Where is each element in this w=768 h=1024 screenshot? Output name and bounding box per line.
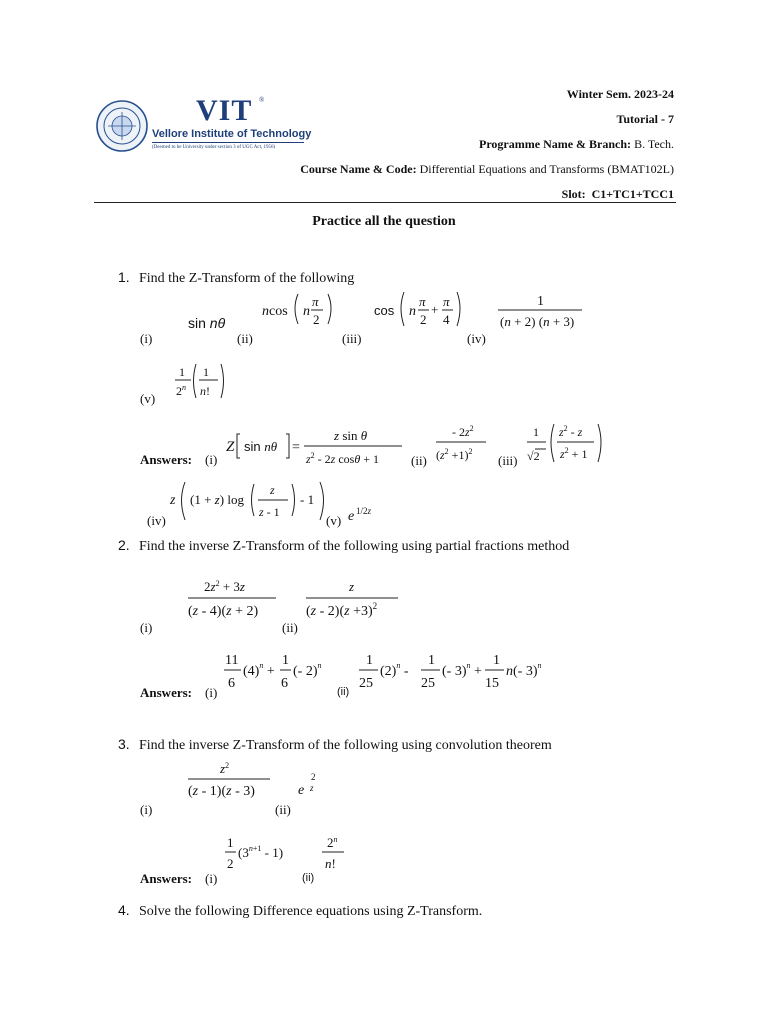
q1-expressions: [180, 286, 600, 336]
svg-text:15: 15: [485, 676, 499, 691]
svg-text:z2 - 2z cosθ + 1: $z^2 - 2z$ cosθ + 1: [306, 451, 380, 466]
svg-text:z - 1: z - 1: [259, 505, 280, 519]
svg-text:2: 2: [227, 856, 234, 871]
logo-title: VIT: [196, 94, 253, 127]
svg-text:z sin θ: z sin θ: [334, 428, 368, 443]
svg-text:6: 6: [281, 676, 288, 691]
q1-ans-iv-expr: [169, 482, 324, 520]
svg-text:π: π: [312, 294, 319, 309]
svg-text:25: 25: [359, 676, 373, 691]
logo-registered-mark: ®: [259, 96, 265, 104]
programme-label: Programme Name & Branch:: [478, 137, 632, 151]
svg-text:1: 1: [428, 653, 435, 668]
svg-text:1: 1: [282, 653, 289, 668]
svg-text:1: 1: [227, 835, 234, 850]
svg-text:1: 1: [533, 425, 539, 439]
svg-text:n: n: [303, 304, 310, 319]
question-text: Find the inverse Z-Transform of the following using partial fractions method: [138, 539, 570, 554]
q1-ans-v-expr: [348, 506, 372, 524]
svg-text:1: 1: [203, 365, 209, 379]
q1-ans-label-i: (i): [205, 452, 218, 467]
q2-ans-ii-expr: [359, 653, 542, 691]
svg-text:1: 1: [179, 365, 185, 379]
q2-ii-expr: [306, 579, 398, 619]
svg-text:e: e: [298, 783, 305, 798]
q3-ans-i-expr: [225, 835, 283, 871]
q1-i-expr: sin nθ: [188, 315, 226, 331]
svg-text:(z - 4)(z + 2): (z - 4)(z + 2): [188, 604, 259, 619]
svg-text:cos: cos: [374, 303, 395, 318]
svg-text:2z2 + 3z: $2z^2 + 3z$: [204, 579, 245, 594]
question-number: 3.: [118, 736, 130, 752]
q1-label-i: (i): [140, 331, 153, 346]
svg-text:2: 2: [313, 312, 320, 327]
q2-label-ii: (ii): [282, 620, 298, 635]
q2-ans-label-i: (i): [205, 685, 218, 700]
svg-text:4: 4: [443, 312, 450, 327]
svg-text:(- 2)n: (- 2)$^n$: [293, 661, 322, 679]
q3-answers: [222, 832, 362, 878]
q1-answers-row2: [166, 478, 396, 526]
q1-label-iv: (iv): [467, 331, 486, 346]
q1-ans-label-v: (v): [326, 513, 342, 528]
svg-text:(2)n -: $(2)^n$ -: [380, 661, 409, 679]
svg-text:+: +: [431, 302, 439, 317]
slot-label: Slot:: [561, 187, 586, 201]
svg-text:- 1: - 1: [300, 492, 315, 507]
svg-text:z2 + 1: $z^2 + 1$: [560, 446, 588, 461]
svg-text:n(- 3)n: n(- 3)$^n$: [506, 661, 542, 679]
slot-value: C1+TC1+TCC1: [591, 187, 674, 201]
q1-ans-i-expr: [226, 428, 402, 466]
svg-text:1: 1: [537, 294, 544, 309]
svg-text:1: 1: [493, 653, 500, 668]
svg-text:e: e: [348, 509, 355, 524]
programme-value: B. Tech.: [634, 137, 674, 151]
svg-text:z2 - z: $z^2$ - z: [559, 424, 583, 439]
q3-i-expr: [188, 761, 270, 799]
svg-text:z: z: [349, 579, 355, 594]
svg-text:- 2z2: - $2z^2$: [452, 424, 474, 439]
header-divider: [94, 202, 676, 203]
svg-text:ncos: ncos: [262, 304, 288, 319]
svg-text:1/2z: 1/2z: [356, 506, 372, 516]
q1-ans-label-ii: (ii): [411, 453, 427, 468]
svg-text:n!: n!: [200, 384, 210, 398]
tutorial-number: Tutorial - 7: [616, 112, 674, 126]
svg-text:(4)n +: $(4)^n$ +: [243, 661, 275, 679]
svg-text:=: =: [292, 440, 300, 455]
svg-text:π: π: [419, 294, 426, 309]
q2-i-expr: [188, 579, 276, 619]
q1-label-ii: (ii): [237, 331, 253, 346]
q1-ans-label-iii: (iii): [498, 453, 518, 468]
q1-label-iii: (iii): [342, 331, 362, 346]
semester: Winter Sem. 2023-24: [566, 87, 674, 101]
svg-text:π: π: [443, 294, 450, 309]
q2-label-i: (i): [140, 620, 153, 635]
svg-text:1: 1: [366, 653, 373, 668]
q1-ans-ii-expr: [436, 424, 486, 462]
svg-text:(z - 1)(z - 3): (z - 1)(z - 3): [188, 784, 255, 799]
svg-text:25: 25: [421, 676, 435, 691]
q3-ans-ii-expr: [322, 835, 344, 871]
q1-answers-label: Answers:: [140, 452, 192, 467]
question-text: Find the inverse Z-Transform of the following using convolution theorem: [138, 738, 552, 753]
question-4: [118, 902, 482, 920]
q3-expressions: [180, 756, 340, 802]
q1-ii-expr: [262, 294, 331, 327]
svg-text:n!: n!: [325, 856, 336, 871]
svg-text:11: 11: [225, 653, 239, 668]
q2-expressions: [180, 572, 420, 622]
question-text: Find the Z-Transform of the following: [138, 271, 355, 286]
question-number: 4.: [118, 902, 130, 918]
programme-line: [479, 137, 674, 152]
q3-ii-expr: [298, 772, 316, 798]
svg-text:(z2 +1)2: $(z^2 +1)^2$: [436, 447, 473, 462]
page-title: Practice all the question: [312, 214, 456, 229]
q3-label-ii: (ii): [275, 802, 291, 817]
question-3: [118, 736, 552, 754]
q2-ans-label-ii: (ii): [337, 686, 350, 698]
question-2: [118, 537, 569, 555]
q1-label-v: (v): [140, 391, 156, 406]
question-text: Solve the following Difference equations using Z-Transform.: [138, 904, 483, 919]
q3-label-i: (i): [140, 802, 153, 817]
svg-text:sin nθ: sin nθ: [244, 439, 278, 454]
q3-ans-label-ii: (ii): [302, 872, 315, 884]
q1-v-expr: [172, 362, 232, 404]
q3-answers-label: Answers:: [140, 871, 192, 886]
q1-ans-label-iv: (iv): [147, 513, 166, 528]
svg-text:n: n: [409, 304, 416, 319]
logo-subtitle: (Deemed to be University under section 3 of UGC Act, 1956): [152, 145, 276, 150]
logo-underline: [152, 142, 304, 143]
vit-logo: [96, 96, 311, 156]
q1-iii-expr: [374, 292, 460, 327]
question-number: 2.: [118, 537, 130, 553]
question-1: [118, 269, 354, 287]
svg-text:2: 2: [420, 312, 427, 327]
slot-line: [562, 187, 674, 202]
q2-answers: [222, 648, 552, 694]
svg-text:2n: 2$^n$: [176, 383, 186, 398]
svg-text:(1 + z) log: (1 + z) log: [190, 492, 244, 507]
svg-text:(n + 2) (n + 3): (n + 2) (n + 3): [500, 314, 575, 329]
course-value: Differential Equations and Transforms (BMAT102L): [419, 162, 674, 176]
q1-ans-iii-expr: [527, 424, 601, 463]
q1-iv-expr: [498, 294, 582, 329]
svg-text:(3n+1 - 1): $(3^{n+1} - 1)$: [238, 844, 284, 860]
logo-name: Vellore Institute of Technology: [152, 128, 312, 140]
course-label: Course Name & Code:: [300, 162, 417, 176]
svg-text:2: 2: [311, 772, 316, 782]
svg-text:z: z: [270, 483, 275, 497]
q2-ans-i-expr: [224, 653, 322, 691]
svg-text:z2: $z^2$: [220, 761, 230, 776]
svg-text:z: z: [170, 493, 176, 508]
svg-text:6: 6: [228, 676, 235, 691]
q2-answers-label: Answers:: [140, 685, 192, 700]
question-number: 1.: [118, 269, 130, 285]
svg-text:Z: Z: [226, 439, 235, 455]
svg-text:(z - 2)(z +3)2: $(z - 2)(z +3)^2$: [306, 601, 378, 619]
svg-text:z: z: [310, 783, 314, 793]
course-line: [300, 162, 674, 177]
svg-text:(- 3)n +: (- 3)$^n$ +: [442, 661, 482, 679]
q3-ans-label-i: (i): [205, 871, 218, 886]
svg-text:2n: 2$^n$: [327, 835, 338, 850]
svg-text:√2: √2: [527, 449, 540, 463]
